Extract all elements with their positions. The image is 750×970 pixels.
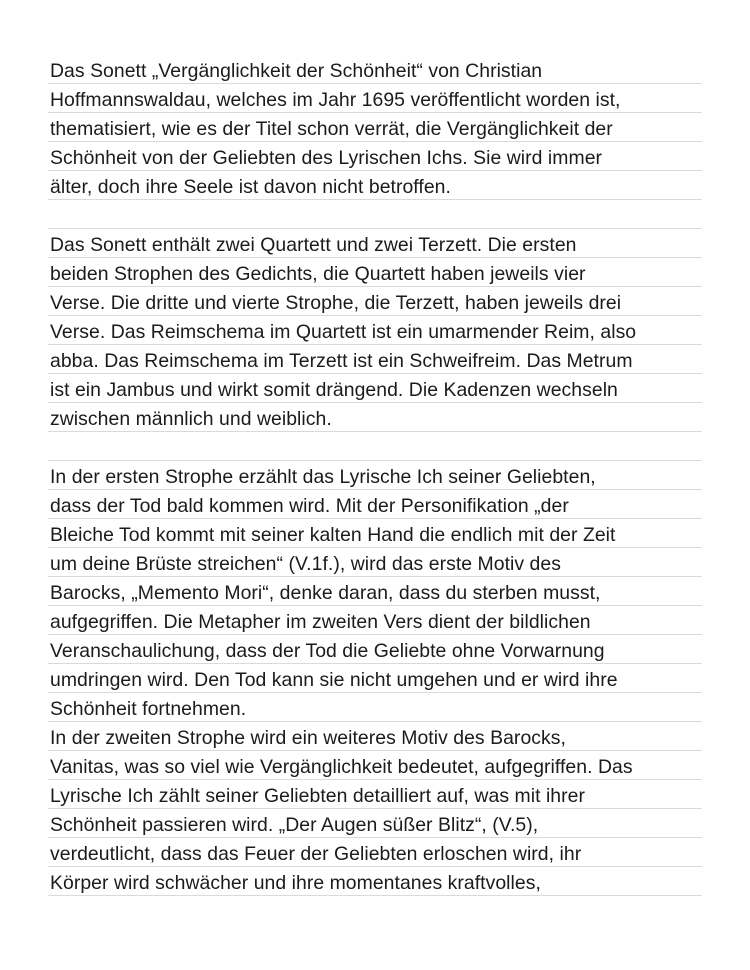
text-line (48, 461, 702, 490)
text-line (48, 606, 702, 635)
line-text: Das Sonett „Vergänglichkeit der Schönheit“ von Christian (50, 60, 543, 82)
line-text: Veranschaulichung, dass der Tod die Geliebte ohne Vorwarnung (50, 640, 605, 662)
blank-line (48, 200, 702, 229)
text-line (48, 867, 702, 896)
line-text: älter, doch ihre Seele ist davon nicht betroffen. (50, 176, 451, 198)
text-line (48, 403, 702, 432)
text-line (48, 316, 702, 345)
text-line (48, 287, 702, 316)
line-text: aufgegriffen. Die Metapher im zweiten Vers dient der bildlichen (50, 611, 591, 633)
text-line (48, 809, 702, 838)
blank-line (48, 432, 702, 461)
line-text: Schönheit fortnehmen. (50, 698, 247, 720)
text-line (48, 55, 702, 84)
line-text: Verse. Das Reimschema im Quartett ist ein umarmender Reim, also (50, 321, 637, 343)
text-line (48, 113, 702, 142)
line-text: Schönheit von der Geliebten des Lyrischen Ichs. Sie wird immer (50, 147, 603, 169)
text-line (48, 171, 702, 200)
line-text: dass der Tod bald kommen wird. Mit der Personifikation „der (50, 495, 569, 517)
ruled-text-body (48, 55, 702, 896)
line-text: Barocks, „Memento Mori“, denke daran, dass du sterben musst, (50, 582, 601, 604)
line-text: In der zweiten Strophe wird ein weiteres Motiv des Barocks, (50, 727, 566, 749)
text-line (48, 664, 702, 693)
line-text: thematisiert, wie es der Titel schon verrät, die Vergänglichkeit der (50, 118, 613, 140)
text-line (48, 374, 702, 403)
text-line (48, 722, 702, 751)
line-text: Körper wird schwächer und ihre momentanes kraftvolles, (50, 872, 541, 894)
text-line (48, 780, 702, 809)
line-text: verdeutlicht, dass das Feuer der Geliebten erloschen wird, ihr (50, 843, 582, 865)
text-line (48, 84, 702, 113)
line-text: In der ersten Strophe erzählt das Lyrische Ich seiner Geliebten, (50, 466, 596, 488)
line-text: umdringen wird. Den Tod kann sie nicht umgehen und er wird ihre (50, 669, 618, 691)
text-line (48, 519, 702, 548)
line-text: beiden Strophen des Gedichts, die Quartett haben jeweils vier (50, 263, 586, 285)
text-line (48, 751, 702, 780)
text-line (48, 577, 702, 606)
line-text: zwischen männlich und weiblich. (50, 408, 332, 430)
line-text: Bleiche Tod kommt mit seiner kalten Hand die endlich mit der Zeit (50, 524, 616, 546)
text-line (48, 635, 702, 664)
line-text: um deine Brüste streichen“ (V.1f.), wird das erste Motiv des (50, 553, 561, 575)
text-line (48, 548, 702, 577)
line-text: Hoffmannswaldau, welches im Jahr 1695 veröffentlicht worden ist, (50, 89, 621, 111)
line-text: Schönheit passieren wird. „Der Augen süßer Blitz“, (V.5), (50, 814, 539, 836)
text-line (48, 142, 702, 171)
line-text: Lyrische Ich zählt seiner Geliebten detailliert auf, was mit ihrer (50, 785, 585, 807)
text-line (48, 258, 702, 287)
text-line (48, 693, 702, 722)
text-line (48, 229, 702, 258)
text-line (48, 345, 702, 374)
line-text: ist ein Jambus und wirkt somit drängend. Die Kadenzen wechseln (50, 379, 618, 401)
text-line (48, 490, 702, 519)
line-text: abba. Das Reimschema im Terzett ist ein Schweifreim. Das Metrum (50, 350, 633, 372)
line-text: Verse. Die dritte und vierte Strophe, die Terzett, haben jeweils drei (50, 292, 622, 314)
line-text: Vanitas, was so viel wie Vergänglichkeit bedeutet, aufgegriffen. Das (50, 756, 633, 778)
text-line (48, 838, 702, 867)
line-text: Das Sonett enthält zwei Quartett und zwei Terzett. Die ersten (50, 234, 577, 256)
